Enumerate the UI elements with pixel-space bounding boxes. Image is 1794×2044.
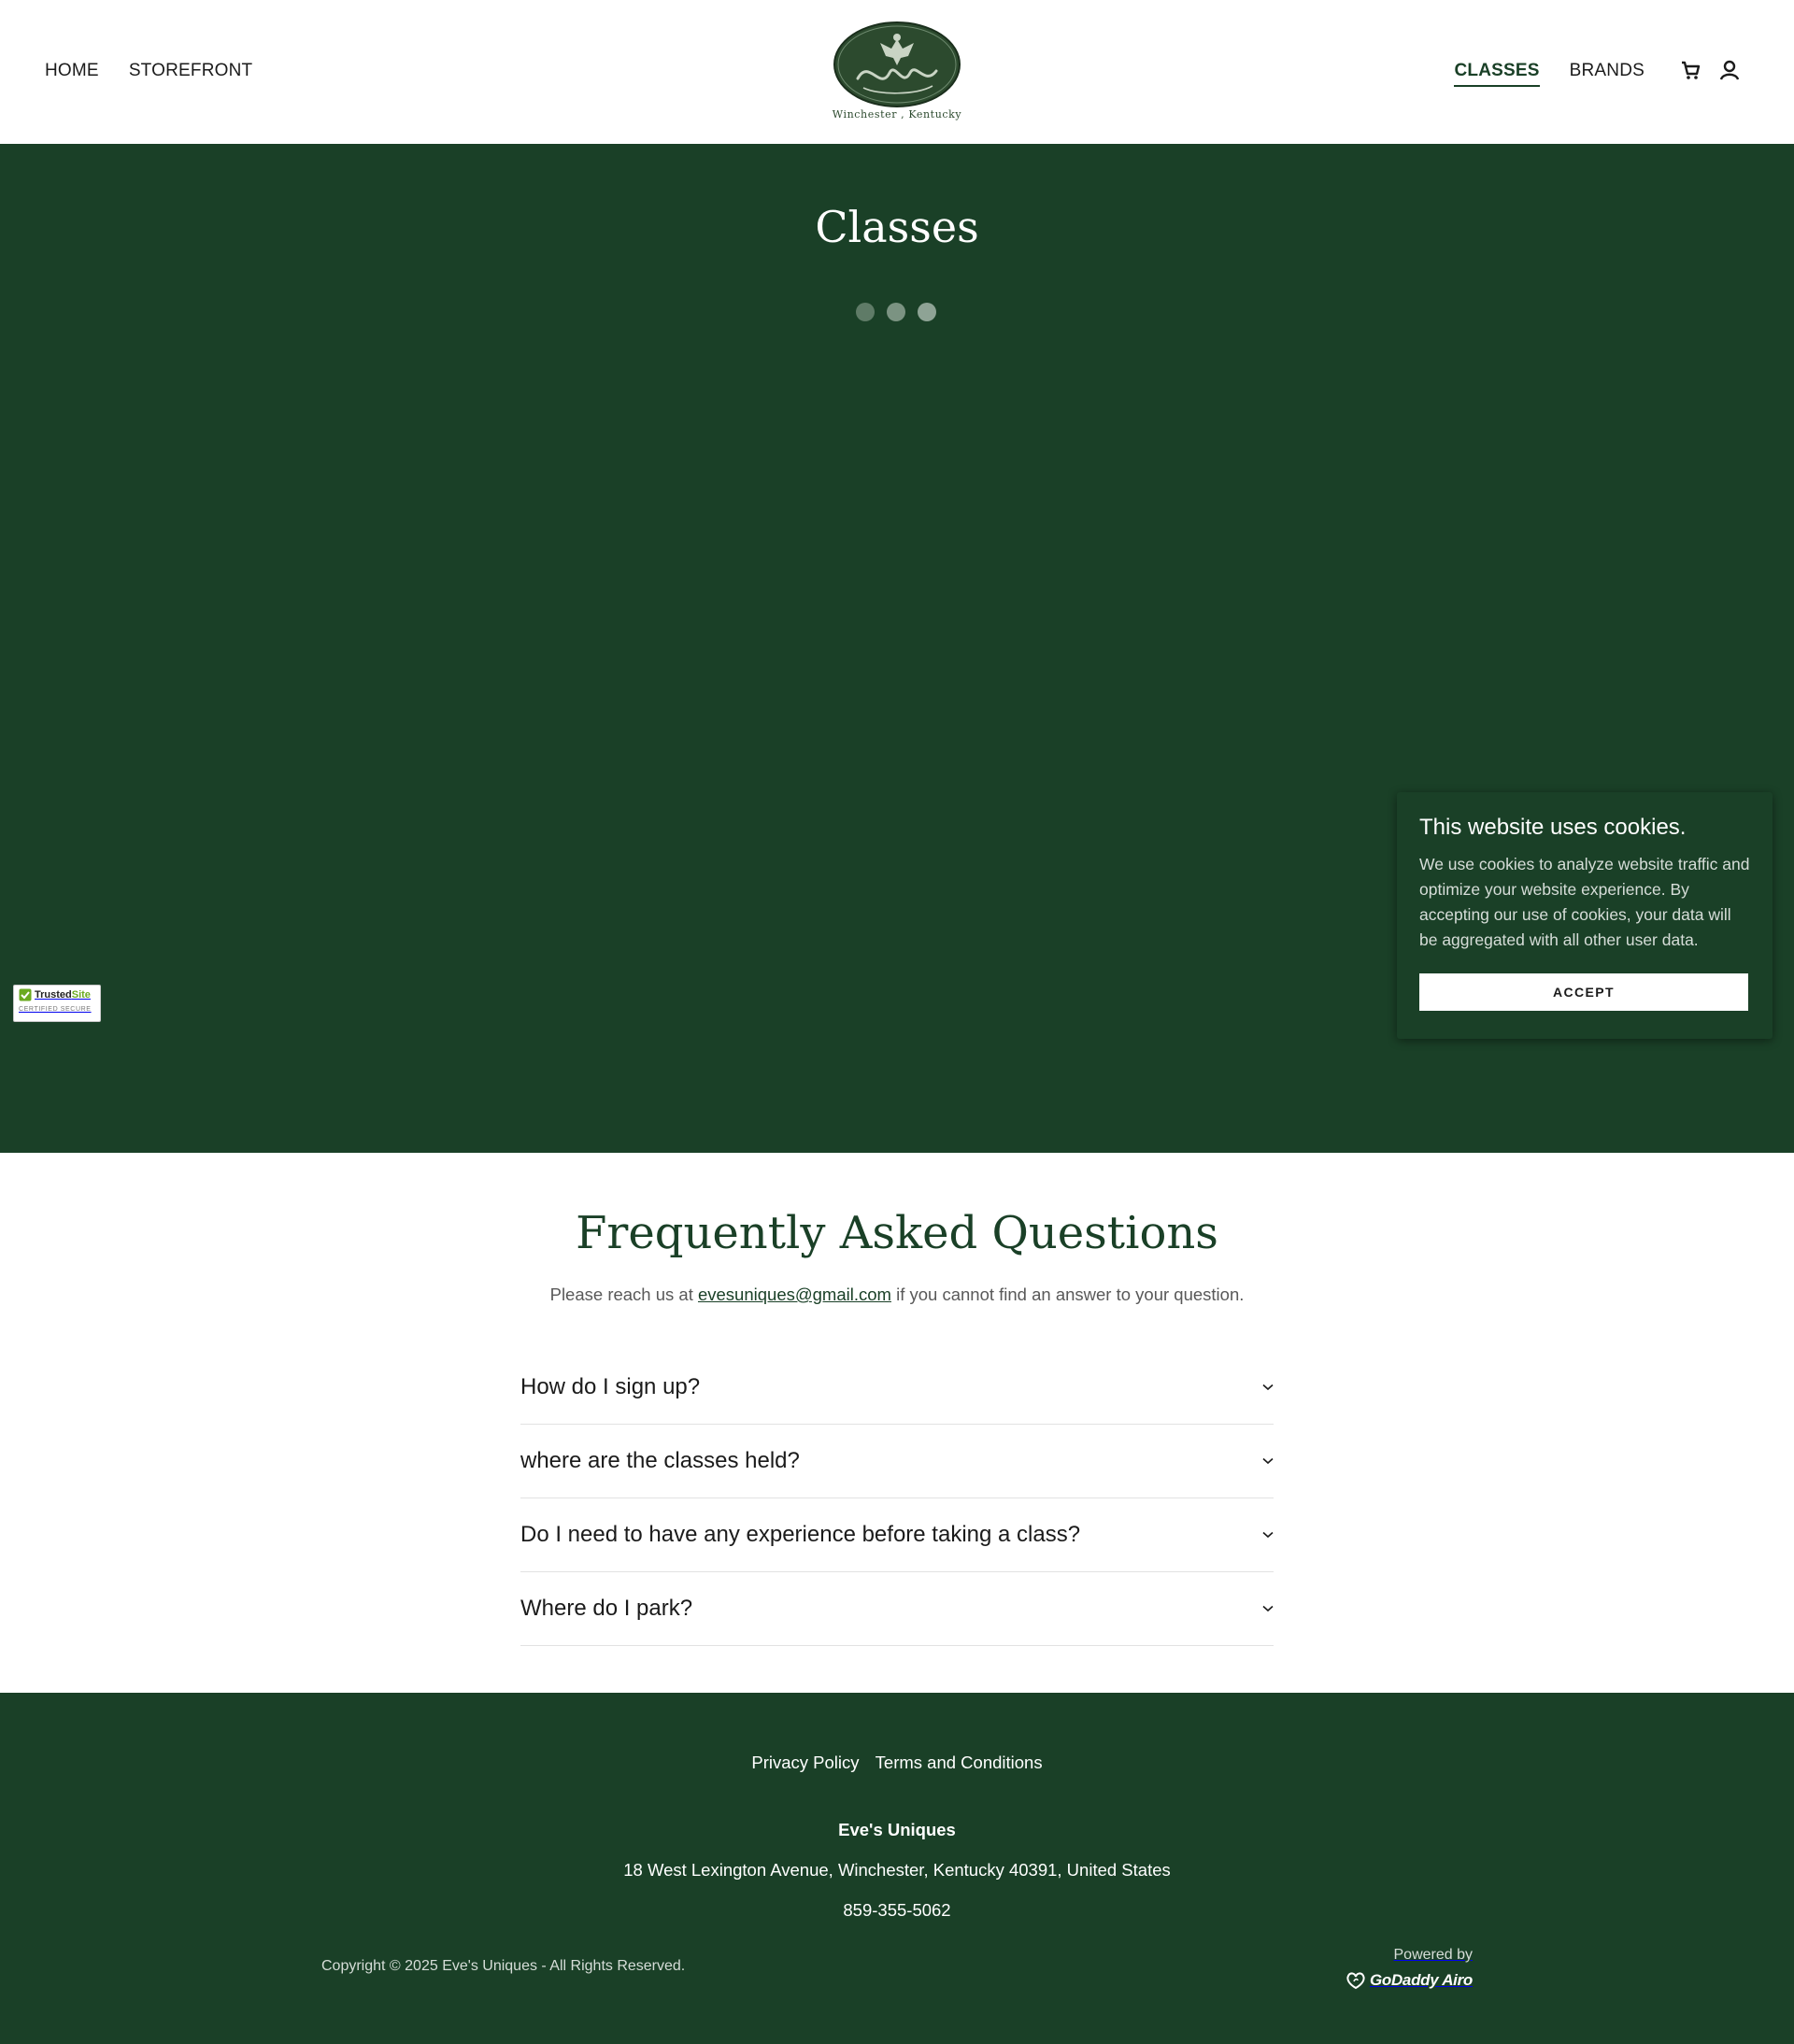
chevron-down-icon <box>1262 1457 1274 1465</box>
accept-cookies-button[interactable]: ACCEPT <box>1419 973 1748 1011</box>
logo-tagline: Winchester , Kentucky <box>832 108 962 121</box>
cookie-banner <box>1397 792 1773 1039</box>
trusted-site-name-2: Site <box>71 989 91 1001</box>
loading-dot <box>918 303 936 321</box>
page-title: Classes <box>815 202 979 252</box>
trusted-site-sub: CERTIFIED SECURE <box>19 1006 92 1013</box>
faq-question: where are the classes held? <box>520 1448 800 1473</box>
business-name: Eve's Uniques <box>838 1820 956 1839</box>
site-header <box>0 0 1794 144</box>
chevron-down-icon <box>1262 1531 1274 1539</box>
faq-item[interactable] <box>520 1498 1274 1572</box>
business-phone: 859-355-5062 <box>843 1900 951 1920</box>
faq-question: How do I sign up? <box>520 1374 701 1399</box>
contact-email-link[interactable]: evesuniques@gmail.com <box>697 1285 891 1304</box>
cookie-title: This website uses cookies. <box>1419 815 1687 840</box>
faq-sub-after: if you cannot find an answer to your question. <box>890 1285 1245 1304</box>
site-footer <box>0 1693 1794 2044</box>
nav-link-home[interactable]: HOME <box>45 61 99 80</box>
nav-link-brands[interactable]: BRANDS <box>1569 61 1644 80</box>
account-icon <box>1719 58 1740 82</box>
nav-right <box>1454 60 1644 87</box>
header-icons <box>1680 58 1740 82</box>
checkmark-icon <box>19 988 32 1001</box>
godaddy-icon <box>1346 1971 1366 1990</box>
powered-by-label: Powered by <box>1393 1947 1473 1963</box>
trusted-site-badge[interactable] <box>13 985 101 1022</box>
nav-link-storefront[interactable]: STOREFRONT <box>128 61 253 80</box>
faq-item[interactable] <box>520 1425 1274 1498</box>
copyright: Copyright © 2025 Eve's Uniques - All Rights Reserved. <box>321 1958 686 1974</box>
loading-indicator <box>856 303 936 321</box>
faq-item[interactable] <box>520 1572 1274 1646</box>
trusted-site-title <box>19 988 95 1001</box>
nav-left <box>45 60 252 82</box>
privacy-policy-link[interactable]: Privacy Policy <box>751 1753 860 1772</box>
faq-question: Do I need to have any experience before taking a class? <box>520 1522 1081 1547</box>
terms-link[interactable]: Terms and Conditions <box>875 1753 1043 1772</box>
chevron-down-icon <box>1262 1605 1274 1612</box>
footer-links <box>0 1753 1794 1773</box>
cart-icon <box>1680 58 1701 82</box>
faq-section <box>0 1153 1794 1693</box>
nav-link-classes[interactable]: CLASSES <box>1454 60 1539 87</box>
powered-by-link[interactable] <box>1346 1947 1473 1990</box>
loading-dot <box>887 303 905 321</box>
cart-button[interactable] <box>1680 58 1701 82</box>
loading-dot <box>856 303 875 321</box>
faq-item[interactable] <box>520 1351 1274 1425</box>
faq-sub-before: Please reach us at <box>549 1285 698 1304</box>
trusted-site-name-1: Trusted <box>35 989 72 1001</box>
chevron-down-icon <box>1262 1384 1274 1391</box>
business-address: 18 West Lexington Avenue, Winchester, Kentucky 40391, United States <box>623 1860 1171 1880</box>
faq-question: Where do I park? <box>520 1596 693 1621</box>
godaddy-brand-text: GoDaddy Airo <box>1369 1971 1473 1989</box>
godaddy-logo <box>1346 1971 1473 1990</box>
faq-title: Frequently Asked Questions <box>576 1207 1218 1259</box>
faq-subtitle <box>0 1285 1794 1305</box>
cookie-body: We use cookies to analyze website traffic and optimize your website experience. By accepting our use of cookies, your data will be aggregated with all other user data. <box>1419 855 1750 949</box>
faq-list <box>520 1351 1274 1646</box>
account-button[interactable] <box>1719 58 1740 82</box>
